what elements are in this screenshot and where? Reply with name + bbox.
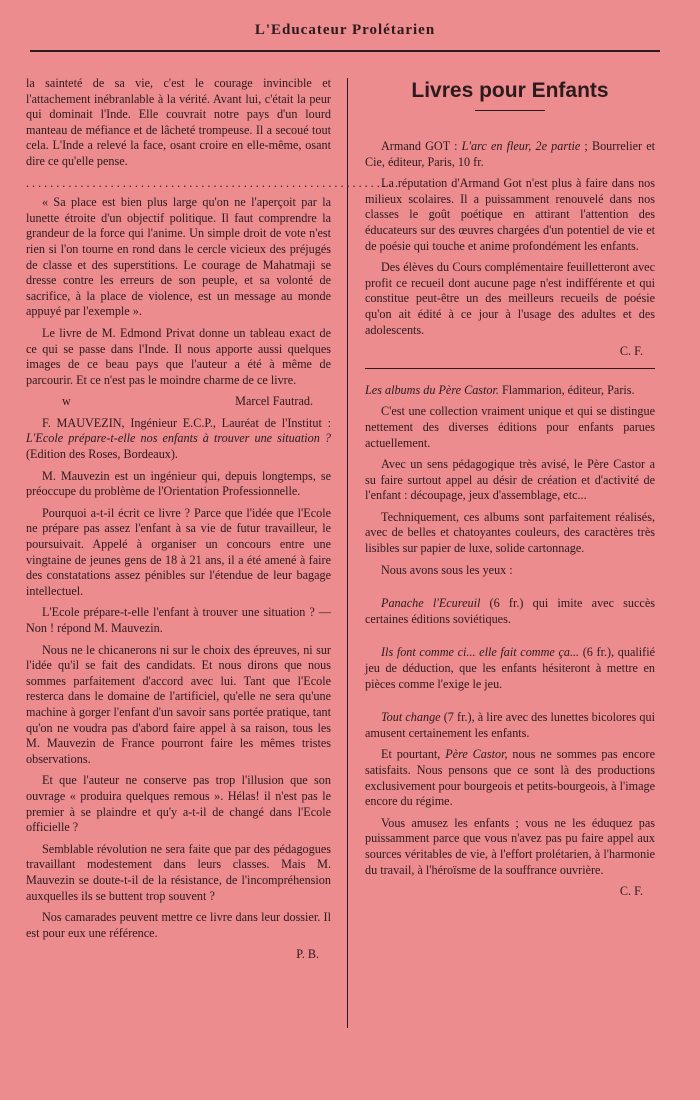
book-title: L'arc en fleur, 2e partie — [461, 139, 581, 153]
paragraph — [365, 747, 655, 809]
left-column — [26, 76, 401, 969]
paragraph: Et que l'auteur ne conserve pas trop l'illusion que son ouvrage « produira quelques remous ». Hélas! il n'est pas le premier à se plaindre et qu'y a-t-il de changé dans l'Ecole officielle ? — [26, 773, 331, 835]
right-column — [365, 76, 655, 906]
book-publisher: ; Bourrelier et Cie, éditeur, Paris, 10 fr. — [365, 139, 655, 169]
paragraph: Des élèves du Cours complémentaire feuilletteront avec profit ce recueil dont aucune page n'est indifférente et qui constitue peut-être un des meilleurs recueils de poésie qu'on ait édité à ce jour à l'usage des adultes et des adolescents. — [365, 260, 655, 337]
book-title: L'Ecole prépare-t-elle nos enfants à trouver une situation ? — [26, 431, 331, 446]
header-rule — [30, 50, 660, 52]
text-run: Et pourtant, — [381, 747, 446, 762]
album-item — [365, 710, 655, 741]
paragraph: M. Mauvezin est un ingénieur qui, depuis longtemps, se préoccupe du problème de l'Orientation Professionnelle. — [26, 468, 331, 499]
album-note: (7 fr.), à lire avec des lunettes bicolores qui amusent certainement les enfants. — [365, 710, 655, 740]
spacer — [365, 584, 655, 596]
paragraph: Pourquoi a-t-il écrit ce livre ? Parce que l'idée que l'Ecole ne prépare pas assez l'enfant à sa vie de futur travailleur, le poursuivait. Appelé à organiser un concours entre une vingtaine de jeunes gens de 18 à 21 ans, il a été amené à faire des constatations assez pénibles sur l'étendue de leur bagage intellectuel. — [26, 505, 331, 598]
paragraph: Nous avons sous les yeux : — [381, 562, 513, 577]
album-note: (6 fr.) qui imite avec succès certaines éditions soviétiques. — [365, 596, 655, 626]
paragraph: Vous amusez les enfants ; vous ne les éduquez pas puissamment parce que vous n'avez pas pu faire appel aux sources véritables de vie, à l'effort prolétarien, à l'harmonie du travail, à l'héroïsme de la souffrance ouvrière. — [365, 815, 655, 877]
paragraph: « Sa place est bien plus large qu'on ne l'aperçoit par la lunette étroite d'un objectif politique. Il faut comprendre la grandeur de la force qui l'anime. Un simple droit de vote n'est rien si l'on tourne en rond dans le cercle vicieux des préjugés de classe et des superstitions. Le courage de Mahatmaji se dresse contre les erreurs de son peuple, et sa volonté de sacrifice, à la place de violence, est un message au monde appuyé par l'exemple ». — [26, 195, 331, 319]
book-title: Les albums du Père Castor. — [365, 382, 499, 397]
book-author: Armand GOT : — [381, 139, 462, 153]
signature-initials: P. B. — [296, 947, 319, 962]
book-reference — [365, 139, 655, 170]
signature-line — [26, 394, 331, 410]
ellipsis-separator: .............................................................. — [26, 175, 401, 190]
album-title: Ils font comme ci... elle fait comme ça... — [381, 645, 580, 660]
text-run: nous ne sommes pas encore satisfaits. Nous pensons que ce sont là des productions exclusivement pour bourgeois et petits-bourgeois, à l'image encore du régime. — [365, 747, 655, 809]
album-item — [365, 596, 655, 627]
book-publisher: Flammarion, éditeur, Paris. — [498, 382, 635, 397]
title-rule — [475, 110, 545, 111]
album-title: Panache l'Ecureuil — [381, 596, 481, 611]
book-author: F. MAUVEZIN, Ingénieur E.C.P., Lauréat de l'Institut : — [42, 415, 331, 430]
album-note: (6 fr.), qualifié jeu de déduction, que les enfants hésiteront à mettre en pièces comme l'exige le jeu. — [365, 645, 655, 691]
signature-initials: C. F. — [619, 884, 643, 899]
signature-author: Marcel Fautrad. — [235, 394, 313, 409]
text-run-italic: Père Castor, — [445, 747, 508, 762]
signature-initials: C. F. — [619, 344, 643, 359]
paragraph: Semblable révolution ne sera faite que par des pédagogues travaillant modestement dans leurs classes. Mais M. Mauvezin se doute-t-il de la résistance, de l'incompréhension auxquelles ils se buttent trop souvent ? — [26, 841, 331, 903]
paragraph: la sainteté de sa vie, c'est le courage invincible et l'attachement inébranlable à la vérité. Avant lui, c'était la peur qui dominait l'Inde. Elle couvrait notre pays d'un lourd manteau de méfiance et de lâcheté trompeuse. Il a secoué tout cela. L'Inde a relevé la face, osant croire en elle-même, osant dire ce qu'elle pense. — [26, 76, 331, 168]
paragraph: Nos camarades peuvent mettre ce livre dans leur dossier. Il est pour eux une référence. — [26, 910, 331, 940]
paragraph: La réputation d'Armand Got n'est plus à faire dans nos milieux scolaires. Il a puissamment renouvelé dans nos classes le goût poétique en attirant l'attention des éducateurs sur des œuvres chargées d'un potentiel de vie et de poésie qui touche et anime profondément les enfants. — [365, 176, 655, 253]
spacer — [365, 633, 655, 645]
signature-mark: w — [62, 394, 71, 409]
section-rule — [365, 368, 655, 369]
book-reference — [26, 416, 331, 463]
book-reference — [365, 383, 655, 399]
paragraph: C'est une collection vraiment unique et qui se distingue nettement des diverses éditions pour enfants parues actuellement. — [365, 404, 655, 450]
book-publisher: (Edition des Roses, Bordeaux). — [26, 447, 178, 462]
column-divider — [347, 78, 348, 1028]
album-item — [365, 645, 655, 692]
paragraph: L'Ecole prépare-t-elle l'enfant à trouver une situation ? — Non ! répond M. Mauvezin. — [26, 605, 331, 635]
running-header: L'Educateur Prolétarien — [254, 22, 436, 38]
section-title: Livres pour Enfants — [411, 79, 609, 102]
paragraph: Avec un sens pédagogique très avisé, le Père Castor a su faire surtout appel au désir de création et d'activité de l'enfant : découpage, jeux d'assemblage, etc... — [365, 457, 655, 503]
paragraph: Techniquement, ces albums sont parfaitement réalisés, avec de belles et chatoyantes couleurs, des caractères très lisibles sur papier de luxe, solide cartonnage. — [365, 509, 655, 556]
spacer — [365, 698, 655, 710]
paragraph: Le livre de M. Edmond Privat donne un tableau exact de ce qui se passe dans l'Inde. Il nous apporte aussi quelques images de ce beau pays que l'auteur a été à même de parcourir. Et ce n'est pas le moindre charme de ce livre. — [26, 325, 331, 387]
album-title: Tout change — [381, 710, 441, 725]
paragraph: Nous ne le chicanerons ni sur le choix des épreuves, ni sur l'idée qu'il se fait des candidats. Et nous dirons que nous sommes parfaitement d'accord avec lui. Tant que l'Ecole resterca dans le domaine de l'artificiel, qu'elle ne sera qu'une machine à gorger l'enfant d'un savoir sans portée pratique, tant qu'on ne voudra pas d'abord faire appel à sa raison, tous les M. Mauvezin de France pourront faire les mêmes tristes observations. — [26, 642, 331, 766]
